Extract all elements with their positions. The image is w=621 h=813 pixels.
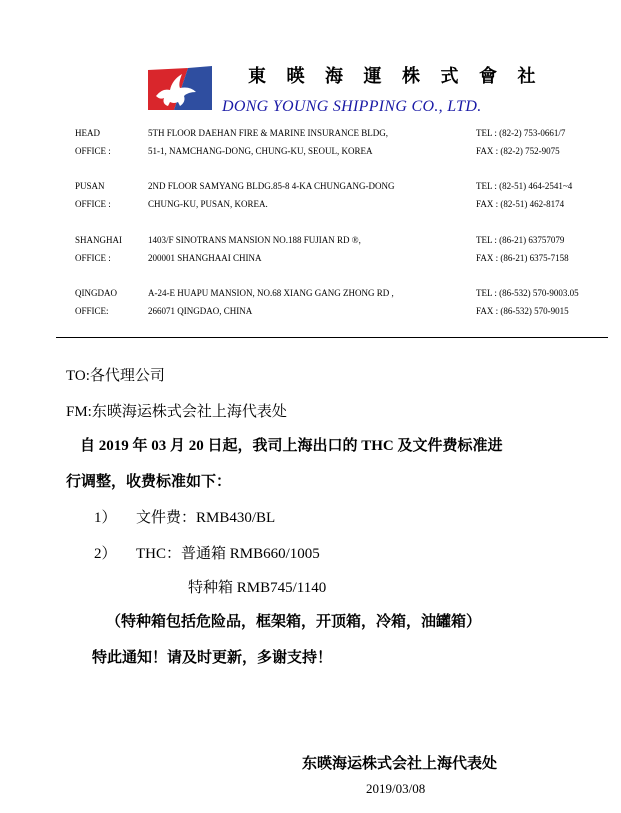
item-1-text: 文件费：RMB430/BL <box>136 510 276 526</box>
sender-line: FM:东暎海运株式会社上海代表处 <box>66 404 287 420</box>
office-label: OFFICE : <box>75 253 111 263</box>
office-address-line1: 5TH FLOOR DAEHAN FIRE & MARINE INSURANCE BLDG, <box>148 128 389 138</box>
office-tel: TEL : (86-532) 570-9003.05 <box>476 288 579 298</box>
office-address-line2: 51-1, NAMCHANG-DONG, CHUNG-KU, SEOUL, KOREA <box>148 146 373 156</box>
office-address-line2: CHUNG-KU, PUSAN, KOREA. <box>148 199 268 209</box>
office-name: PUSAN <box>75 181 105 191</box>
item-2-number: 2） <box>94 546 117 562</box>
office-label: OFFICE: <box>75 306 109 316</box>
office-block-qingdao <box>0 284 621 324</box>
office-block-head <box>0 124 621 164</box>
office-block-shanghai <box>0 231 621 271</box>
signature: 东暎海运株式会社上海代表处 <box>302 756 498 772</box>
header-divider <box>56 337 608 338</box>
special-container-note: （特种箱包括危险品，框架箱，开顶箱，冷箱，油罐箱） <box>106 614 482 630</box>
office-address-line1: 1403/F SINOTRANS MANSION NO.188 FUJIAN RD ®, <box>148 235 361 245</box>
company-logo <box>148 66 212 112</box>
intro-line-1: 自 2019 年 03 月 20 日起，我司上海出口的 THC 及文件费标准进 <box>80 438 503 454</box>
office-address-line2: 266071 QINGDAO, CHINA <box>148 306 253 316</box>
office-address-line1: A-24-E HUAPU MANSION, NO.68 XIANG GANG ZHONG RD , <box>148 288 394 298</box>
office-fax: FAX : (82-2) 752-9075 <box>476 146 560 156</box>
recipient-line: TO:各代理公司 <box>66 368 165 384</box>
office-address-line1: 2ND FLOOR SAMYANG BLDG.85-8 4-KA CHUNGANG-DONG <box>148 181 395 191</box>
company-name-english: DONG YOUNG SHIPPING CO., LTD. <box>222 98 482 115</box>
office-fax: FAX : (82-51) 462-8174 <box>476 199 565 209</box>
office-name: HEAD <box>75 128 100 138</box>
notice-date: 2019/03/08 <box>366 781 426 796</box>
item-2-text: THC：普通箱 RMB660/1005 <box>136 546 320 562</box>
office-label: OFFICE : <box>75 199 111 209</box>
office-block-pusan <box>0 177 621 217</box>
office-fax: FAX : (86-532) 570-9015 <box>476 306 569 316</box>
intro-line-2: 行调整，收费标准如下： <box>66 474 232 490</box>
office-tel: TEL : (82-51) 464-2541~4 <box>476 181 573 191</box>
office-name: SHANGHAI <box>75 235 122 245</box>
item-2-subtext: 特种箱 RMB745/1140 <box>188 580 327 596</box>
office-tel: TEL : (86-21) 63757079 <box>476 235 565 245</box>
closing-line: 特此通知！请及时更新，多谢支持！ <box>92 650 333 666</box>
office-fax: FAX : (86-21) 6375-7158 <box>476 253 569 263</box>
office-address-line2: 200001 SHANGHAAI CHINA <box>148 253 262 263</box>
company-name-chinese: 東 暎 海 運 株 式 會 社 <box>248 66 544 86</box>
office-label: OFFICE : <box>75 146 111 156</box>
item-1-number: 1） <box>94 510 117 526</box>
office-tel: TEL : (82-2) 753-0661/7 <box>476 128 566 138</box>
office-name: QINGDAO <box>75 288 117 298</box>
